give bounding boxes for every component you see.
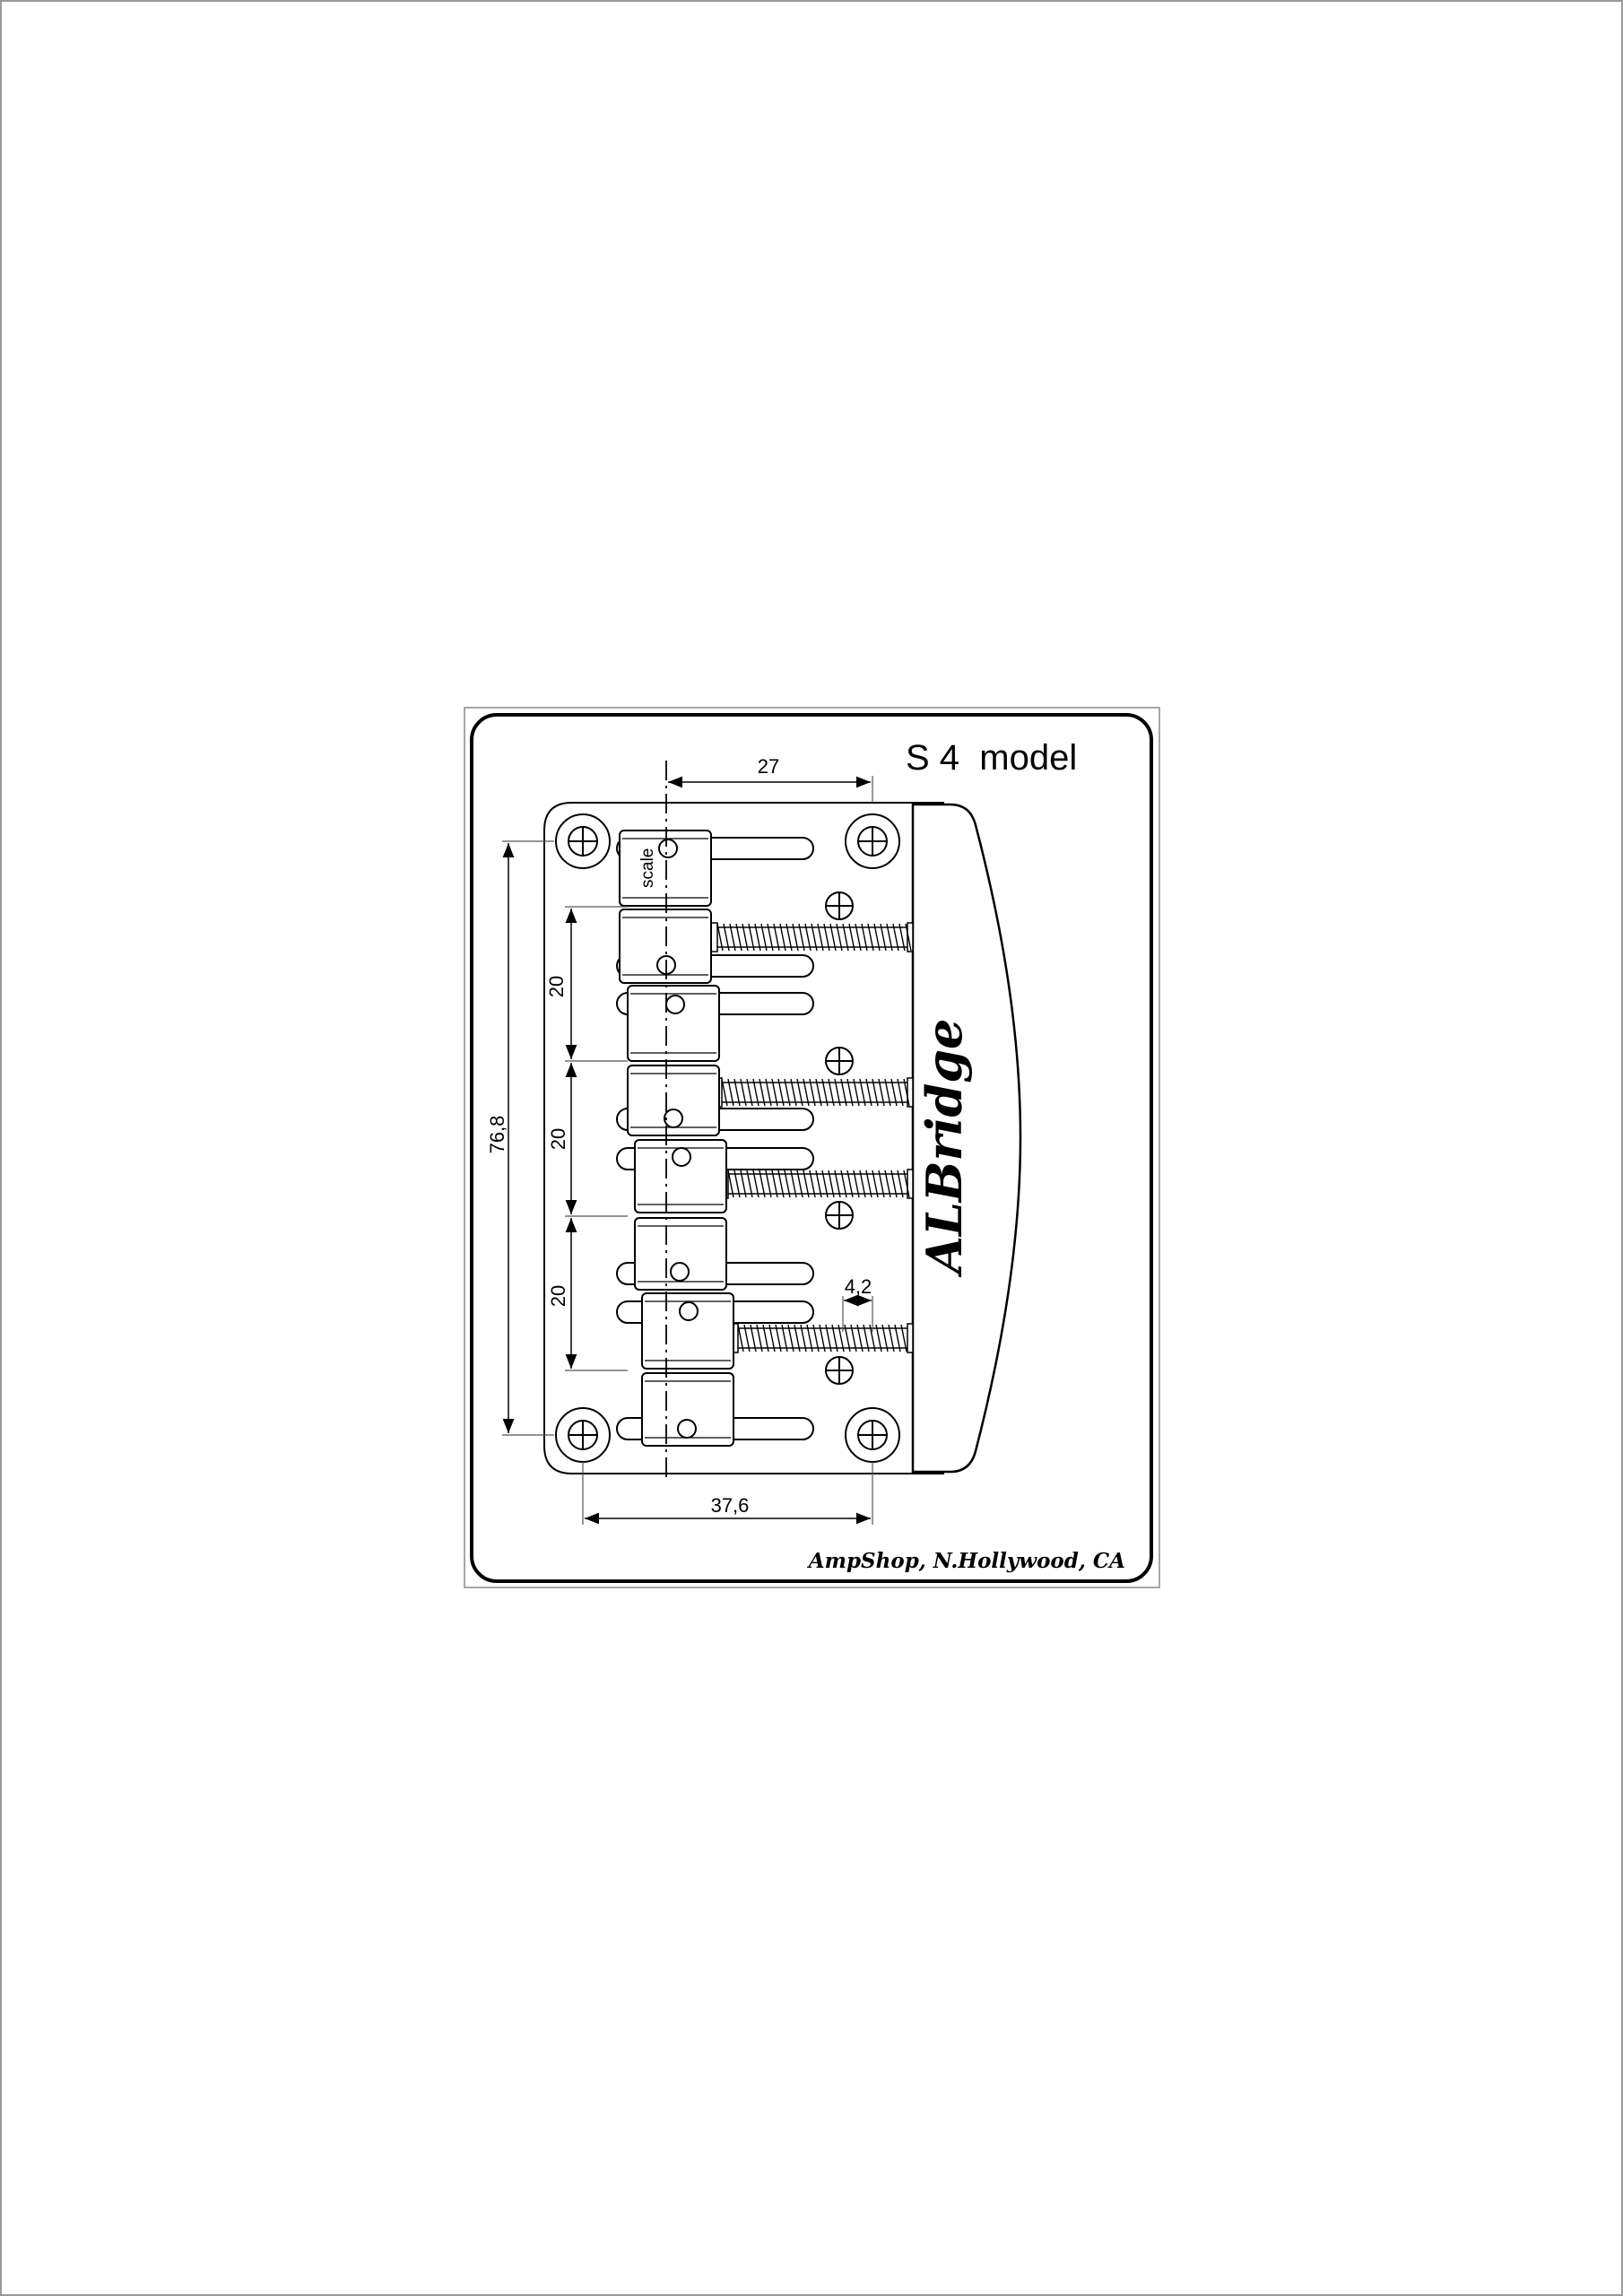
footer-credit: AmpShop, N.Hollywood, CA — [808, 1549, 1125, 1573]
intonation-screw-head — [826, 892, 853, 1384]
saddle — [620, 909, 711, 983]
mounting-screw — [846, 814, 899, 868]
saddle — [635, 1218, 726, 1290]
dim-spacing-2-label: 20 — [547, 1127, 569, 1151]
mounting-screw — [556, 1408, 610, 1462]
saddle — [635, 1140, 726, 1213]
saddle-height-screw — [678, 1420, 696, 1438]
spring — [731, 1324, 913, 1352]
scale-label: scale — [638, 848, 657, 888]
saddle — [642, 1293, 733, 1369]
saddle — [620, 831, 711, 906]
base-plate — [544, 803, 943, 1474]
model-title: S 4 model — [906, 738, 1078, 778]
sheet-inner-frame — [472, 715, 1151, 1581]
saddle-height-screw — [673, 1148, 690, 1166]
intonation-springs — [710, 923, 913, 1352]
saddle-height-screw — [680, 1302, 698, 1320]
dim-total-height-label: 76,8 — [486, 1115, 508, 1154]
saddle — [628, 986, 719, 1061]
saddle-height-screw — [671, 1263, 689, 1281]
dimension-string-spacing — [565, 907, 628, 1370]
dim-bottom-width-label: 37,6 — [710, 1494, 750, 1517]
dim-top-width-label: 27 — [757, 755, 780, 778]
dimension-top-width — [668, 776, 872, 803]
dim-spacing-1-label: 20 — [545, 975, 568, 998]
saddle-height-screw — [664, 1109, 682, 1127]
spring — [710, 923, 913, 952]
spring — [715, 1078, 913, 1107]
mounting-screw — [846, 1408, 899, 1462]
dim-spacing-3-label: 20 — [547, 1284, 569, 1308]
page-border — [1, 1, 1622, 2295]
saddle-height-screw — [666, 996, 684, 1013]
saddle — [628, 1065, 719, 1135]
spring — [721, 1170, 913, 1198]
saddle-height-screw — [659, 839, 677, 857]
brand-logo: ALBridge — [916, 1018, 973, 1274]
mounting-screw — [556, 814, 610, 868]
dim-spring-gap-label: 4,2 — [844, 1275, 872, 1298]
saddle — [642, 1373, 733, 1446]
